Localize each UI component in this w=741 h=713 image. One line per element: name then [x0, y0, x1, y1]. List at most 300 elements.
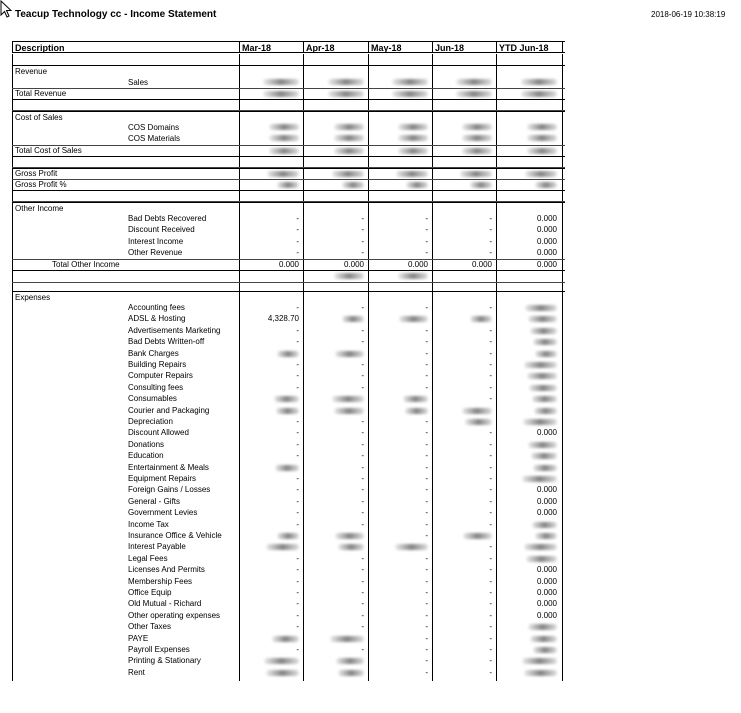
sections.expenses.items.23.values-value: 0.000 — [536, 565, 557, 575]
sections.other_income.items.0.values-value: - — [296, 214, 299, 223]
redacted-value — [532, 522, 557, 528]
sections.expenses.items.26.values-value: - — [425, 599, 428, 609]
sections.expenses.items.18.values-value: - — [361, 508, 364, 518]
sections.other_income.items.0.values-value: - — [361, 214, 364, 223]
sections.expenses.items.28.values-value: - — [489, 622, 492, 632]
redacted-value — [532, 396, 557, 402]
redacted-value — [470, 316, 492, 322]
redacted-value — [266, 670, 299, 676]
redacted-value — [523, 419, 557, 425]
line-item-label: Other Taxes — [128, 622, 171, 632]
row-divider — [12, 179, 565, 180]
sections.expenses.items.26.values-value: - — [489, 599, 492, 609]
sections.other_income.total.values-value: 0.000 — [536, 259, 557, 269]
sections.expenses.items.23.values-value: - — [296, 565, 299, 575]
sections.expenses.items.26.values-value: - — [361, 599, 364, 609]
redacted-value — [530, 636, 557, 642]
sections.other_income.total.values-value: 0.000 — [343, 259, 364, 269]
redacted-value — [332, 171, 364, 177]
report-title: Teacup Technology cc - Income Statement — [15, 9, 217, 20]
column-header-apr-18: Apr-18 — [303, 41, 368, 53]
redacted-value — [263, 79, 299, 85]
section-heading-cost-of-sales: Cost of Sales — [15, 113, 63, 122]
line-item-label: Licenses And Permits — [128, 565, 205, 575]
sections.expenses.items.13.values-value: - — [489, 451, 492, 461]
redacted-value — [269, 135, 299, 141]
sections.expenses.items.24.values-value: 0.000 — [536, 576, 557, 586]
redacted-value — [470, 182, 492, 188]
sections.other_income.total.values-value: 0.000 — [471, 259, 492, 269]
redacted-value — [528, 442, 557, 448]
redacted-value — [398, 124, 428, 130]
sections.expenses.items.25.values-value: 0.000 — [536, 588, 557, 597]
sections.expenses.items.7.values-value: - — [296, 382, 299, 392]
sections.expenses.items.19.values-value: - — [361, 519, 364, 529]
line-item-label: General - Gifts — [128, 496, 181, 506]
sections.expenses.items.11.values-value: - — [489, 428, 492, 438]
sections.other_income.items.2.values-value: - — [425, 236, 428, 246]
sections.expenses.items.0.values-value: - — [489, 303, 492, 312]
line-item-label: ADSL & Hosting — [128, 314, 186, 324]
sections.expenses.items.16.values-value: - — [361, 485, 364, 495]
sections.expenses.items.2.values-value: - — [361, 325, 364, 335]
sections.other_income.total.values-value: 0.000 — [407, 259, 428, 269]
sections.expenses.items.17.values-value: 0.000 — [536, 496, 557, 506]
total-other-income-label: Total Other Income — [52, 259, 120, 269]
sections.expenses.items.14.values-value: - — [361, 462, 364, 472]
sections.expenses.items.23.values-value: - — [489, 565, 492, 575]
sections.expenses.items.5.values-value: - — [425, 360, 428, 369]
redacted-value — [462, 124, 492, 130]
redacted-value — [335, 533, 364, 539]
sections.other_income.items.2.values-value: - — [361, 236, 364, 246]
redacted-value — [342, 182, 364, 188]
line-item-label: Consulting fees — [128, 382, 184, 392]
row-divider — [12, 291, 565, 292]
line-item-label: Other operating expenses — [128, 610, 221, 620]
sections.expenses.items.16.values-value: - — [425, 485, 428, 495]
redacted-value — [334, 273, 364, 279]
redacted-value — [530, 328, 557, 334]
sections.other_income.items.1.values-value: - — [425, 225, 428, 235]
redacted-value — [522, 658, 557, 664]
redacted-value — [535, 533, 557, 539]
redacted-value — [338, 544, 364, 550]
sections.expenses.items.7.values-value: - — [489, 382, 492, 392]
sections.expenses.items.27.values-value: - — [425, 610, 428, 620]
column-header-may-18: May-18 — [368, 41, 432, 53]
sections.other_income.items.1.values-value: - — [361, 225, 364, 235]
sections.expenses.items.27.values-value: - — [489, 610, 492, 620]
redacted-value — [521, 91, 557, 97]
sections.expenses.items.6.values-value: - — [425, 371, 428, 381]
sections.expenses.items.30.values-value: - — [425, 645, 428, 654]
line-item-label: Government Levies — [128, 508, 198, 518]
redacted-value — [524, 670, 557, 676]
redacted-value — [462, 408, 492, 414]
line-item-label: Bad Debts Recovered — [128, 214, 207, 223]
sections.expenses.items.18.values-value: - — [296, 508, 299, 518]
sections.other_income.items.2.values-value: - — [489, 236, 492, 246]
column-header-jun-18: Jun-18 — [432, 41, 496, 53]
redacted-value — [462, 148, 492, 154]
sections.expenses.items.25.values-value: - — [361, 588, 364, 597]
sections.other_income.items.3.values-value: 0.000 — [536, 248, 557, 258]
sections.expenses.items.6.values-value: - — [489, 371, 492, 381]
line-item-label: Foreign Gains / Losses — [128, 485, 211, 495]
report-timestamp: 2018-06-19 10:38:19 — [651, 10, 726, 19]
sections.expenses.items.2.values-value: - — [296, 325, 299, 335]
redacted-value — [533, 647, 557, 653]
line-item-label: Payroll Expenses — [128, 645, 190, 654]
line-item-label: Bad Debts Written-off — [128, 337, 205, 347]
redacted-value — [272, 636, 299, 642]
row-divider — [12, 88, 565, 89]
row-divider — [12, 270, 565, 271]
sections.expenses.items.24.values-value: - — [296, 576, 299, 586]
line-item-label: Depreciation — [128, 417, 173, 426]
sections.expenses.items.25.values-value: - — [425, 588, 428, 597]
line-item-label: Rent — [128, 667, 145, 677]
redacted-value — [465, 419, 492, 425]
sections.expenses.items.15.values-value: - — [361, 474, 364, 483]
column-header-ytd-jun-18: YTD Jun-18 — [496, 41, 562, 53]
sections.expenses.items.6.values-value: - — [361, 371, 364, 381]
sections.expenses.items.17.values-value: - — [425, 496, 428, 506]
redacted-value — [522, 476, 557, 482]
line-item-label: Accounting fees — [128, 303, 185, 312]
sections.expenses.items.10.values-value: - — [361, 417, 364, 426]
sections.other_income.items.2.values-value: - — [296, 236, 299, 246]
sections.other_income.total.values-value: 0.000 — [278, 259, 299, 269]
sections.expenses.items.0.values-value: - — [296, 303, 299, 312]
row-divider — [12, 190, 565, 191]
column-header-overflow — [562, 41, 565, 53]
redacted-value — [527, 135, 557, 141]
section-heading-expenses: Expenses — [15, 293, 51, 302]
sections.expenses.items.27.values-value: 0.000 — [536, 610, 557, 620]
line-item-label: Legal Fees — [128, 553, 168, 563]
sections.expenses.items.13.values-value: - — [425, 451, 428, 461]
sections.other_income.items.3.values-value: - — [361, 248, 364, 258]
redacted-value — [275, 465, 299, 471]
sections.expenses.items.14.values-value: - — [425, 462, 428, 472]
mouse-pointer-icon — [0, 0, 16, 20]
redacted-value — [463, 533, 492, 539]
redacted-value — [535, 351, 557, 357]
row-divider — [12, 111, 565, 112]
redacted-value — [392, 91, 428, 97]
redacted-value — [403, 396, 428, 402]
sections.expenses.items.24.values-value: - — [361, 576, 364, 586]
sections.expenses.items.26.values-value: - — [296, 599, 299, 609]
sections.expenses.items.29.values-value: - — [425, 633, 428, 643]
sections.expenses.items.32.values-value: - — [425, 667, 428, 677]
line-item-label: Bank Charges — [128, 348, 179, 358]
sections.expenses.items.19.values-value: - — [489, 519, 492, 529]
sections.other_income.items.3.values-value: - — [425, 248, 428, 258]
redacted-value — [533, 465, 557, 471]
redacted-value — [277, 533, 299, 539]
redacted-value — [264, 658, 299, 664]
sections.expenses.items.18.values-value: - — [489, 508, 492, 518]
sections.expenses.items.28.values-value: - — [296, 622, 299, 632]
redacted-value — [527, 124, 557, 130]
sections.expenses.items.29.values-value: - — [489, 633, 492, 643]
sections.expenses.items.22.values-value: - — [296, 553, 299, 563]
sections.expenses.items.15.values-value: - — [425, 474, 428, 483]
sections.expenses.items.16.values-value: - — [296, 485, 299, 495]
gross-profit-percent-label: Gross Profit % — [15, 180, 67, 189]
redacted-value — [334, 148, 364, 154]
sections.expenses.items.3.values-value: - — [489, 337, 492, 347]
sections.expenses.items.11.values-value: - — [296, 428, 299, 438]
redacted-value — [334, 135, 364, 141]
sections.expenses.items.26.values-value: 0.000 — [536, 599, 557, 609]
sections.expenses.items.2.values-value: - — [425, 325, 428, 335]
row-divider — [12, 168, 565, 169]
income-statement-table — [12, 41, 565, 681]
line-item-cos-domains: COS Domains — [128, 123, 180, 132]
redacted-value — [525, 305, 557, 311]
row-divider — [12, 202, 565, 203]
line-item-label: Interest Payable — [128, 542, 186, 552]
redacted-value — [534, 408, 557, 414]
redacted-value — [521, 79, 557, 85]
sections.expenses.items.25.values-value: - — [296, 588, 299, 597]
row-divider — [12, 156, 565, 157]
sections.expenses.items.15.values-value: - — [296, 474, 299, 483]
sections.other_income.items.2.values-value: 0.000 — [536, 236, 557, 246]
sections.expenses.items.5.values-value: - — [489, 360, 492, 369]
line-item-label: Education — [128, 451, 164, 461]
sections.expenses.items.28.values-value: - — [361, 622, 364, 632]
redacted-value — [395, 544, 428, 550]
line-item-label: Office Equip — [128, 588, 172, 597]
sections.expenses.items.21.values-value: - — [489, 542, 492, 552]
redacted-value — [274, 396, 299, 402]
sections.expenses.items.13.values-value: - — [296, 451, 299, 461]
redacted-value — [269, 148, 299, 154]
redacted-value — [398, 135, 428, 141]
redacted-value — [342, 316, 364, 322]
column-header-description: Description — [12, 41, 239, 53]
redacted-value — [531, 453, 557, 459]
line-item-label: Donations — [128, 439, 165, 449]
sections.expenses.items.3.values-value: - — [361, 337, 364, 347]
sections.expenses.items.4.values-value: - — [425, 348, 428, 358]
line-item-label: Discount Received — [128, 225, 195, 235]
line-item-label: Income Tax — [128, 519, 169, 529]
sections.expenses.items.30.values-value: - — [361, 645, 364, 654]
sections.expenses.items.5.values-value: - — [296, 360, 299, 369]
redacted-value — [460, 171, 492, 177]
redacted-value — [405, 408, 428, 414]
redacted-value — [269, 124, 299, 130]
line-item-label: Other Revenue — [128, 248, 183, 258]
sections.expenses.items.16.values-value: 0.000 — [536, 485, 557, 495]
line-item-label: Courier and Packaging — [128, 405, 210, 415]
redacted-value — [526, 556, 557, 562]
redacted-value — [334, 124, 364, 130]
redacted-value — [266, 544, 299, 550]
sections.expenses.items.11.values-value: - — [361, 428, 364, 438]
sections.expenses.items.30.values-value: - — [296, 645, 299, 654]
gross-profit-label: Gross Profit — [15, 169, 58, 178]
sections.expenses.items.0.values-value: - — [361, 303, 364, 312]
sections.expenses.items.17.values-value: - — [296, 496, 299, 506]
sections.expenses.items.27.values-value: - — [361, 610, 364, 620]
redacted-value — [456, 91, 492, 97]
line-item-label: Interest Income — [128, 236, 184, 246]
sections.expenses.items.5.values-value: - — [361, 360, 364, 369]
sections.expenses.items.30.values-value: - — [489, 645, 492, 654]
sections.expenses.items.19.values-value: - — [296, 519, 299, 529]
redacted-value — [535, 182, 557, 188]
line-item-label: Membership Fees — [128, 576, 193, 586]
redacted-value — [330, 636, 364, 642]
line-item-label: Computer Repairs — [128, 371, 193, 381]
section-heading-other-income: Other Income — [15, 204, 64, 213]
sections.other_income.items.3.values-value: - — [296, 248, 299, 258]
sections.expenses.items.0.values-value: - — [425, 303, 428, 312]
sections.expenses.items.22.values-value: - — [361, 553, 364, 563]
line-item-label: Equipment Repairs — [128, 474, 197, 483]
sections.expenses.items.27.values-value: - — [296, 610, 299, 620]
sections.expenses.items.10.values-value: - — [296, 417, 299, 426]
sections.expenses.items.22.values-value: - — [425, 553, 428, 563]
sections.expenses.items.32.values-value: - — [489, 667, 492, 677]
sections.other_income.items.1.values-value: - — [296, 225, 299, 235]
line-item-label: PAYE — [128, 633, 149, 643]
redacted-value — [392, 79, 428, 85]
sections.expenses.items.24.values-value: - — [425, 576, 428, 586]
redacted-value — [406, 182, 428, 188]
sections.expenses.items.8.values-value: - — [489, 394, 492, 404]
sections.expenses.items.1.values-value: 4,328.70 — [267, 314, 299, 324]
sections.expenses.items.22.values-value: - — [489, 553, 492, 563]
redacted-value — [396, 171, 428, 177]
redacted-value — [524, 544, 557, 550]
redacted-value — [276, 408, 299, 414]
redacted-value — [527, 373, 557, 379]
sections.expenses.items.20.values-value: - — [425, 531, 428, 540]
redacted-value — [334, 408, 364, 414]
sections.expenses.items.6.values-value: - — [296, 371, 299, 381]
sections.expenses.items.3.values-value: - — [425, 337, 428, 347]
sections.expenses.items.15.values-value: - — [489, 474, 492, 483]
sections.other_income.items.1.values-value: 0.000 — [536, 225, 557, 235]
sections.expenses.items.28.values-value: - — [425, 622, 428, 632]
section-heading-revenue: Revenue — [15, 67, 48, 76]
redacted-value — [267, 171, 299, 177]
sections.other_income.items.0.values-value: 0.000 — [536, 214, 557, 223]
sections.expenses.items.12.values-value: - — [425, 439, 428, 449]
redacted-value — [335, 351, 364, 357]
line-item-label: Printing & Stationary — [128, 656, 201, 666]
sections.expenses.items.31.values-value: - — [425, 656, 428, 666]
sections.other_income.items.0.values-value: - — [489, 214, 492, 223]
total-cost-of-sales-label: Total Cost of Sales — [15, 146, 82, 155]
sections.expenses.items.12.values-value: - — [296, 439, 299, 449]
sections.other_income.items.3.values-value: - — [489, 248, 492, 258]
sections.expenses.items.11.values-value: 0.000 — [536, 428, 557, 438]
row-divider — [12, 145, 565, 146]
sections.expenses.items.17.values-value: - — [361, 496, 364, 506]
line-item-label: Building Repairs — [128, 360, 187, 369]
redacted-value — [456, 79, 492, 85]
sections.expenses.items.4.values-value: - — [489, 348, 492, 358]
sections.expenses.items.23.values-value: - — [361, 565, 364, 575]
column-header-mar-18: Mar-18 — [239, 41, 303, 53]
sections.expenses.items.19.values-value: - — [425, 519, 428, 529]
line-item-label: Discount Allowed — [128, 428, 189, 438]
line-item-label: Insurance Office & Vehicle — [128, 531, 222, 540]
redacted-value — [524, 362, 557, 368]
sections.expenses.items.2.values-value: - — [489, 325, 492, 335]
redacted-value — [533, 339, 557, 345]
sections.expenses.items.24.values-value: - — [489, 576, 492, 586]
line-item-sales: Sales — [128, 78, 149, 87]
redacted-value — [263, 91, 299, 97]
sections.expenses.items.7.values-value: - — [361, 382, 364, 392]
redacted-value — [528, 316, 557, 322]
redacted-value — [328, 79, 364, 85]
line-item-label: Consumables — [128, 394, 177, 404]
redacted-value — [277, 351, 299, 357]
column-divider — [562, 54, 563, 681]
sections.expenses.items.31.values-value: - — [489, 656, 492, 666]
column-divider — [496, 54, 497, 681]
line-item-label: Advertisements Marketing — [128, 325, 221, 335]
total-revenue-label: Total Revenue — [15, 89, 67, 98]
row-divider — [12, 282, 565, 283]
sections.expenses.items.16.values-value: - — [489, 485, 492, 495]
sections.expenses.items.11.values-value: - — [425, 428, 428, 438]
line-item-cos-materials: COS Materials — [128, 134, 181, 143]
sections.expenses.items.25.values-value: - — [489, 588, 492, 597]
redacted-value — [529, 385, 557, 391]
sections.expenses.items.12.values-value: - — [361, 439, 364, 449]
sections.other_income.items.1.values-value: - — [489, 225, 492, 235]
redacted-value — [328, 91, 364, 97]
sections.expenses.items.10.values-value: - — [425, 417, 428, 426]
sections.expenses.items.7.values-value: - — [425, 382, 428, 392]
redacted-value — [528, 624, 557, 630]
row-divider — [12, 99, 565, 100]
redacted-value — [525, 171, 557, 177]
redacted-value — [398, 273, 428, 279]
line-item-label: Entertainment & Meals — [128, 462, 209, 472]
redacted-value — [398, 148, 428, 154]
sections.expenses.items.12.values-value: - — [489, 439, 492, 449]
redacted-value — [338, 670, 364, 676]
redacted-value — [336, 658, 364, 664]
sections.expenses.items.17.values-value: - — [489, 496, 492, 506]
sections.expenses.items.23.values-value: - — [425, 565, 428, 575]
sections.expenses.items.18.values-value: 0.000 — [536, 508, 557, 518]
sections.expenses.items.18.values-value: - — [425, 508, 428, 518]
redacted-value — [527, 148, 557, 154]
redacted-value — [399, 316, 428, 322]
sections.expenses.items.14.values-value: - — [489, 462, 492, 472]
redacted-value — [462, 135, 492, 141]
column-divider — [12, 54, 13, 681]
redacted-value — [332, 396, 364, 402]
sections.expenses.items.3.values-value: - — [296, 337, 299, 347]
row-divider — [12, 65, 565, 66]
sections.other_income.items.0.values-value: - — [425, 214, 428, 223]
